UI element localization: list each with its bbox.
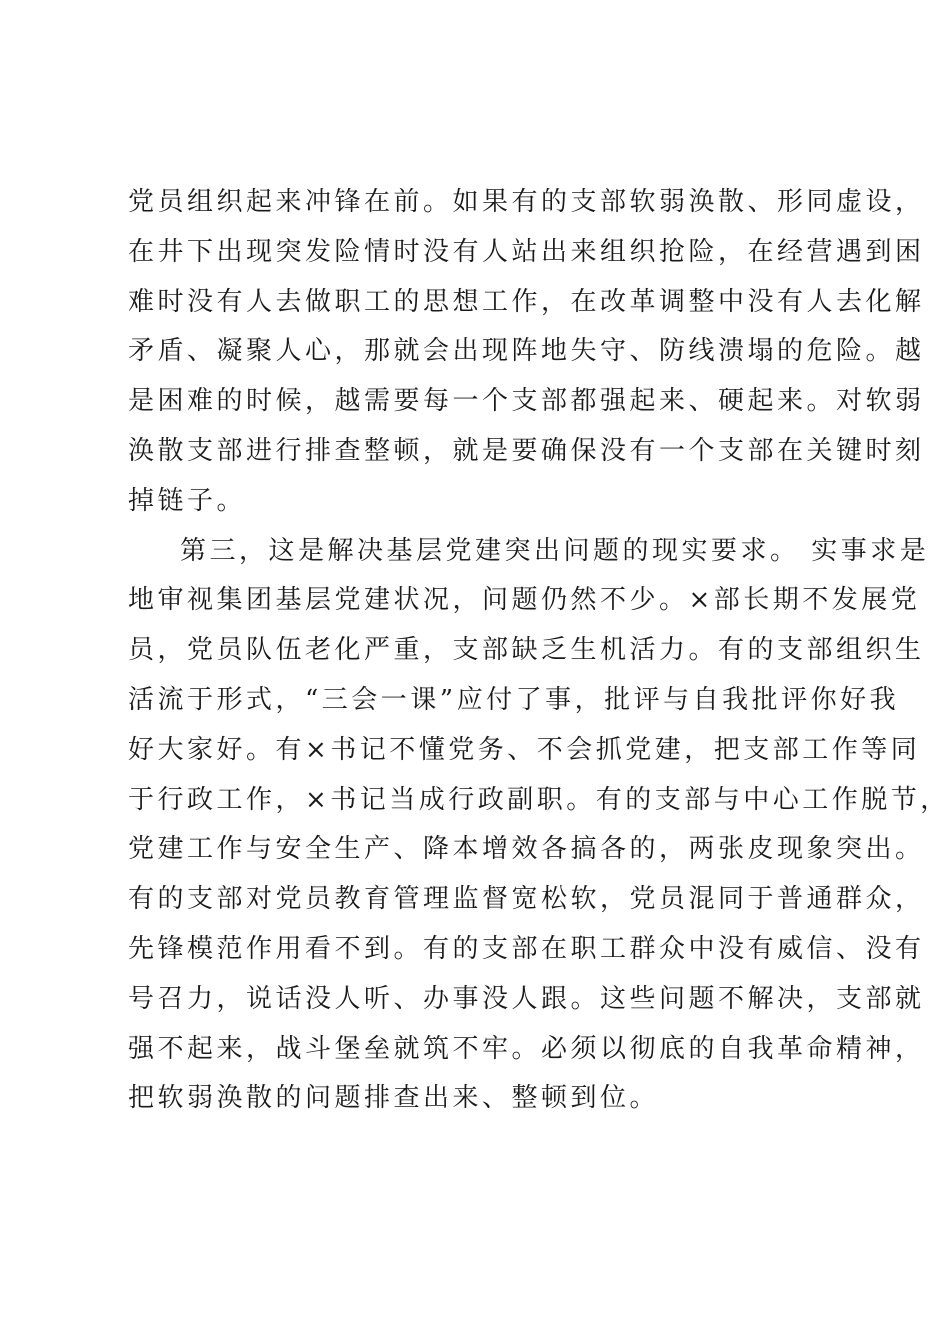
text-line: 有的支部对党员教育管理监督宽松软，党员混同于普通群众， — [128, 884, 925, 915]
text-line: 难时没有人去做职工的思想工作，在改革调整中没有人去化解 — [128, 286, 925, 317]
text-line: 掉链子。 — [128, 485, 247, 516]
text-line: 是困难的时候，越需要每一个支部都强起来、硬起来。对软弱 — [128, 386, 925, 417]
text-line: 涣散支部进行排查整顿，就是要确保没有一个支部在关键时刻 — [128, 435, 925, 466]
text-line: 先锋模范作用看不到。有的支部在职工群众中没有威信、没有 — [128, 933, 925, 964]
text-line: 于行政工作，×书记当成行政副职。有的支部与中心工作脱节， — [128, 784, 950, 815]
text-line: 在井下出现突发险情时没有人站出来组织抢险，在经营遇到困 — [128, 236, 925, 267]
text-line: 号召力，说话没人听、办事没人跟。这些问题不解决，支部就 — [128, 983, 925, 1014]
text-line: 矛盾、凝聚人心，那就会出现阵地失守、防线溃塌的危险。越 — [128, 336, 925, 367]
text-line: 党员组织起来冲锋在前。如果有的支部软弱涣散、形同虚设， — [128, 187, 925, 217]
text-line: 好大家好。有×书记不懂党务、不会抓党建，把支部工作等同 — [128, 734, 921, 765]
document-body — [128, 178, 950, 1124]
text-line: 把软弱涣散的问题排查出来、整顿到位。 — [128, 1083, 660, 1114]
text-line: 党建工作与安全生产、降本增效各搞各的，两张皮现象突出。 — [128, 834, 925, 865]
paragraph-1 — [128, 178, 925, 527]
paragraph-2 — [128, 527, 950, 1125]
text-line: 活流于形式，“三会一课”应付了事，批评与自我批评你好我 — [128, 684, 900, 715]
text-line: 地审视集团基层党建状况，问题仍然不少。×部长期不发展党 — [128, 585, 921, 616]
text-line: 强不起来，战斗堡垒就筑不牢。必须以彻底的自我革命精神， — [128, 1033, 925, 1064]
text-line: 第三，这是解决基层党建突出问题的现实要求。 实事求是 — [180, 535, 930, 566]
text-line: 员，党员队伍老化严重，支部缺乏生机活力。有的支部组织生 — [128, 635, 925, 666]
